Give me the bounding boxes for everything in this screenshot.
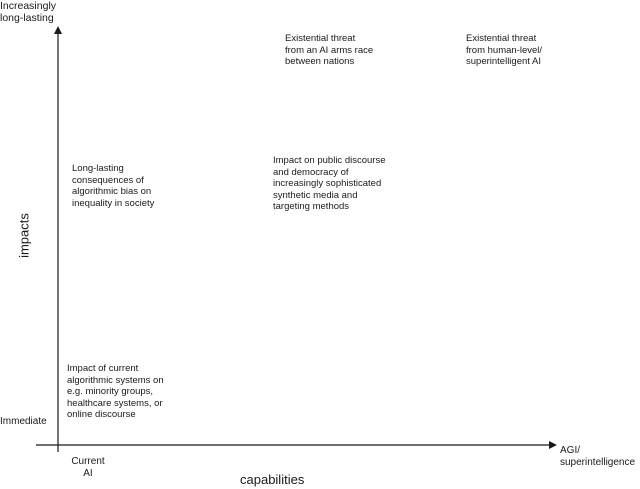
superintelligence-threat-label: Existential threat from human-level/ superintelligent AI	[466, 33, 543, 67]
y-axis-top-label: Increasingly long-lasting	[0, 0, 57, 24]
y-axis-title: impacts	[16, 213, 32, 258]
algorithmic-bias-label: Long-lasting consequences of algorithmic bias on inequality in society	[72, 163, 155, 209]
y-axis-bottom-label: Immediate	[0, 416, 47, 427]
public-discourse-label: Impact on public discourse and democracy of increasingly sophisticated synthetic media and targeting methods	[273, 155, 386, 212]
x-axis-left-label: Current AI	[71, 456, 105, 479]
x-axis-title: capabilities	[240, 472, 305, 487]
x-axis-right-label: AGI/ superintelligence	[560, 445, 636, 468]
impact-current-systems-label: Impact of current algorithmic systems on e.g. minority groups, healthcare systems, or online discourse	[67, 363, 164, 420]
arms-race-threat-label: Existential threat from an AI arms race between nations	[285, 33, 374, 67]
